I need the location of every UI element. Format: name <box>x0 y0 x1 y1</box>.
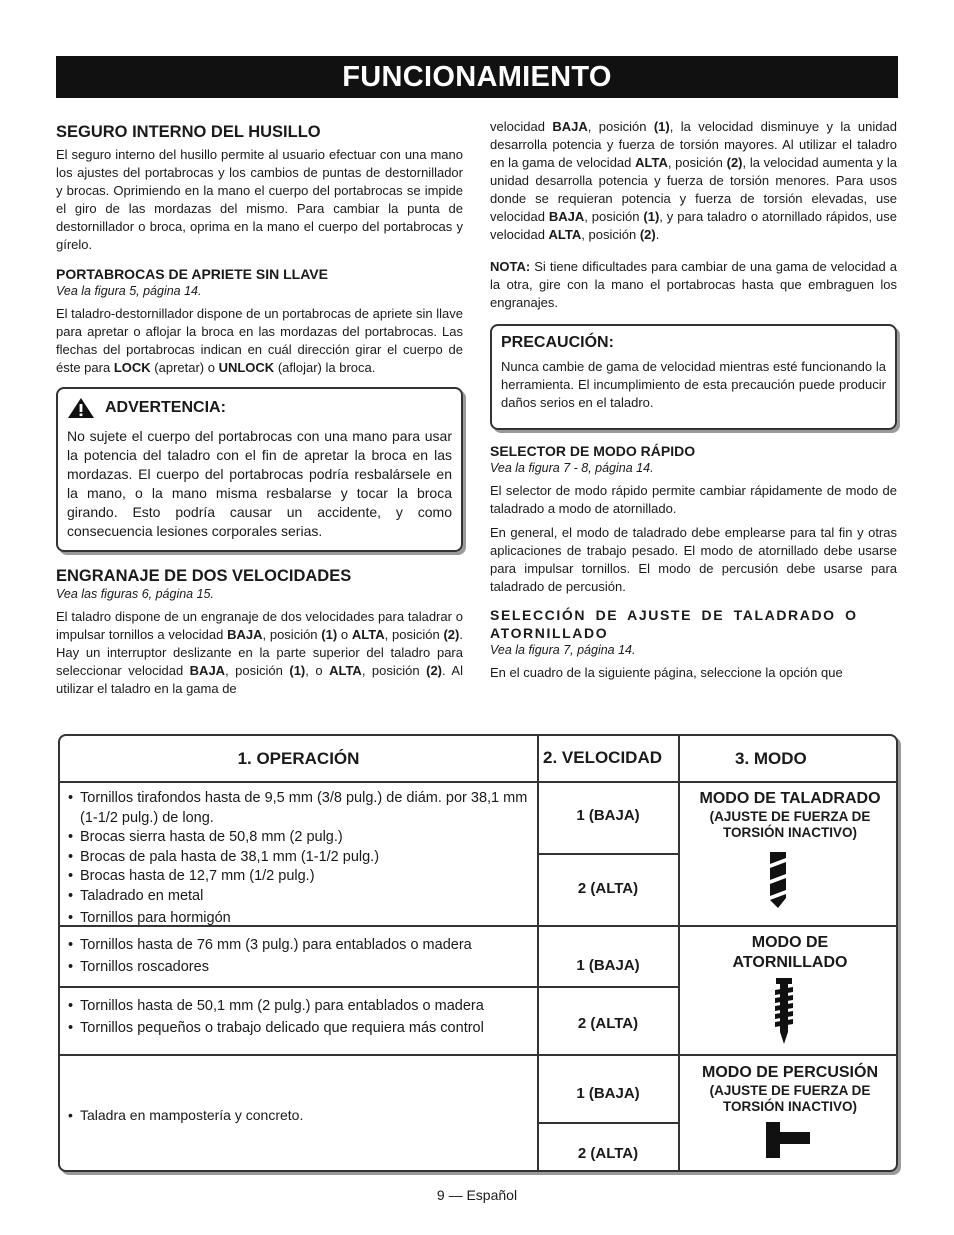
warning-triangle-icon <box>67 397 95 419</box>
speed-high-drill: 2 (ALTA) <box>577 880 639 897</box>
list-item: • Tornillos pequeños o trabajo delicado que requiera más control <box>68 1019 533 1039</box>
figure-reference: Vea la figura 5, página 14. <box>56 284 202 298</box>
paragraph-quick-mode-1: El selector de modo rápido permite cambiar rápidamente de modo de taladrado a modo de atornillado. <box>490 483 897 516</box>
list-item: • Brocas sierra hasta de 50,8 mm (2 pulg.) <box>68 828 530 848</box>
operations-screw-high <box>68 997 533 1038</box>
header-speed: 2. VELOCIDAD <box>543 748 663 767</box>
speed-low-screw: 1 (BAJA) <box>576 957 640 974</box>
list-item: • Brocas de pala hasta de 38,1 mm (1-1/2 pulg.) <box>68 848 530 868</box>
figure-reference: Vea la figura 7, página 14. <box>490 643 636 657</box>
right-column <box>490 118 897 688</box>
figure-reference: Vea la figura 7 - 8, página 14. <box>490 461 654 475</box>
mode-hammer-note: (AJUSTE DE FUERZA DE TORSIÓN INACTIVO) <box>709 1083 871 1114</box>
section-title-two-speed: ENGRANAJE DE DOS VELOCIDADES <box>56 567 352 585</box>
warning-title: ADVERTENCIA: <box>105 399 226 416</box>
warning-box <box>56 387 463 552</box>
list-item: • Tornillos hasta de 76 mm (3 pulg.) para entablados o madera <box>68 936 530 956</box>
list-item: • Brocas hasta de 12,7 mm (1/2 pulg.) <box>68 867 530 887</box>
header-mode: 3. MODO <box>735 749 807 768</box>
list-item: • Taladrado en metal <box>68 887 530 907</box>
mode-hammer-label: MODO DE PERCUSIÓN <box>701 1064 878 1081</box>
screw-icon <box>772 978 796 1044</box>
paragraph-keyless-chuck: El taladro-destornillador dispone de un portabrocas de apriete sin llave para apretar o aflojar la broca en las mordazas del portabrocas. Las flechas del portabrocas indican en cuál dirección girar el cuerpo de éste para LOCK (apretar) o UNLOCK (aflojar) la broca. <box>56 306 463 375</box>
drill-bit-icon <box>766 852 790 908</box>
header-operation: 1. OPERACIÓN <box>237 749 360 768</box>
caution-title: PRECAUCIÓN: <box>501 334 614 351</box>
page-footer: 9 — Español <box>436 1187 518 1203</box>
list-item: • Tornillos para hormigón <box>68 909 530 929</box>
mode-screw <box>680 933 900 973</box>
operations-screw-low <box>68 936 530 977</box>
page-title: FUNCIONAMIENTO <box>56 56 898 98</box>
section-title-quick-mode: SELECTOR DE MODO RÁPIDO <box>490 443 696 459</box>
left-column <box>56 118 463 704</box>
mode-drill-note: (AJUSTE DE FUERZA DE TORSIÓN INACTIVO) <box>709 809 871 840</box>
operation-table <box>58 734 898 1172</box>
caution-text: Nunca cambie de gama de velocidad mientras esté funcionando la herramienta. El incumplimiento de esta precaución puede producir daños serios en el taladro. <box>501 359 886 410</box>
paragraph-setting-selection: En el cuadro de la siguiente página, seleccione la opción que <box>490 665 843 680</box>
warning-text: No sujete el cuerpo del portabrocas con una mano para usar la potencia del taladro con el fin de apretar la broca en las mordazas. El cuerpo del portabrocas podría resbalársele en la mano, o la mano misma resbalarse y tocar la broca girando. Esto podría causar un accidente, y como consecuencia lesiones corporales serias. <box>67 428 452 539</box>
paragraph-speed-range: velocidad BAJA, posición (1), la velocidad disminuye y la unidad desarrolla potencia y fuerza de torsión mayores. Al utilizar el taladro en la gama de velocidad ALTA, posición (2), la velocidad aumenta y la unidad desarrolla potencia y fuerza de torsión menores. Para usos donde se requieran potencia y fuerza de torsión elevadas, use velocidad BAJA, posición (1), y para taladro o atornillado rápidos, use velocidad ALTA, posición (2). <box>490 119 897 242</box>
figure-reference: Vea las figuras 6, página 15. <box>56 587 214 601</box>
speed-high-screw: 2 (ALTA) <box>577 1015 639 1032</box>
paragraph-note: NOTA: Si tiene dificultades para cambiar de una gama de velocidad a la otra, gire con la mano el portabrocas hasta que embraguen los engranajes. <box>490 259 897 310</box>
speed-low-drill: 1 (BAJA) <box>576 807 640 824</box>
list-item: • Tornillos hasta de 50,1 mm (2 pulg.) para entablados o madera <box>68 997 533 1017</box>
list-item: • Tornillos roscadores <box>68 958 530 978</box>
mode-drill <box>680 789 900 841</box>
list-item: • Taladra en mampostería y concreto. <box>68 1106 530 1126</box>
paragraph-two-speed: El taladro dispone de un engranaje de dos velocidades para taladrar o impulsar tornillos a velocidad BAJA, posición (1) o ALTA, posición (2). Hay un interruptor deslizante en la parte superior del taladro para seleccionar velocidad BAJA, posición (1), o ALTA, posición (2). Al utilizar el taladro en la gama de <box>56 609 463 696</box>
mode-hammer <box>680 1063 900 1115</box>
section-title-keyless-chuck: PORTABROCAS DE APRIETE SIN LLAVE <box>56 266 328 282</box>
operations-hammer <box>68 1106 530 1126</box>
operations-drill <box>68 789 530 929</box>
mode-screw-label: MODO DE ATORNILLADO <box>732 934 848 971</box>
paragraph-quick-mode-2: En general, el modo de taladrado debe emplearse para tal fin y otras aplicaciones de trabajo pesado. El modo de atornillado debe usarse para impulsar tornillos. El modo de percusión debe usarse para taladrado de percusión. <box>490 525 897 594</box>
caution-box <box>490 324 897 430</box>
section-title-setting-selection: SELECCIÓN DE AJUSTE DE TALADRADO O ATORNILLADO <box>490 607 858 641</box>
mode-drill-label: MODO DE TALADRADO <box>699 790 881 807</box>
hammer-icon <box>766 1122 812 1158</box>
section-title-spindle-lock: SEGURO INTERNO DEL HUSILLO <box>56 123 321 141</box>
list-item: • Tornillos tirafondos hasta de 9,5 mm (3/8 pulg.) de diám. por 38,1 mm (1-1/2 pulg.) de long. <box>68 789 530 828</box>
paragraph-spindle-lock: El seguro interno del husillo permite al usuario efectuar con una mano los ajustes del portabrocas y los cambios de puntas de destornillador y brocas. Oprimiendo en la mano el cuerpo del portabrocas se impide el giro de las mordazas del mismo. Para cambiar la punta de destornillador o broca, oprima en la mano el cuerpo del portabrocas y gírelo. <box>56 147 463 252</box>
speed-high-hammer: 2 (ALTA) <box>577 1145 639 1162</box>
speed-low-hammer: 1 (BAJA) <box>576 1085 640 1102</box>
